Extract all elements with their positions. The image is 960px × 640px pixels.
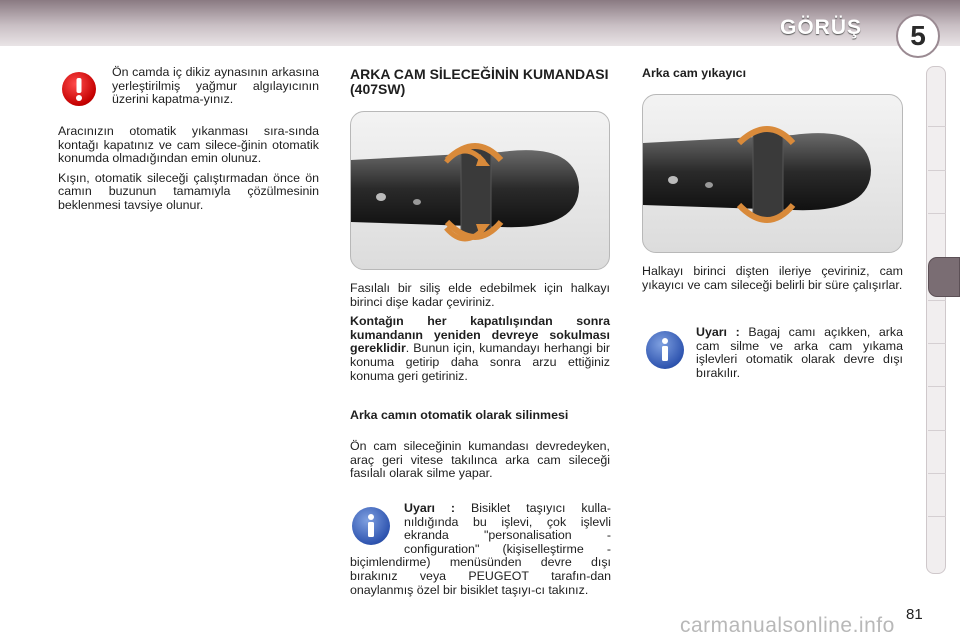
watermark: carmanualsonline.info [680,614,895,637]
chapter-tab-strip [926,66,946,574]
section-heading: ARKA CAM SİLECEĞİNİN KUMANDASI (407SW) [350,66,609,97]
car-wash-paragraph: Aracınızın otomatik yıkanması sıra-sında kontağı kapatınız ve cam silece-ğinin otomatik konumda olmadığından emin olunuz. [58,124,319,166]
tab-divider [928,213,946,214]
bike-carrier-note [350,502,611,597]
tab-divider [928,126,946,127]
tab-divider [928,516,946,517]
active-chapter-tab[interactable] [928,257,960,297]
tab-divider [928,430,946,431]
tab-divider [928,473,946,474]
intermittent-paragraph: Fasılalı bir siliş elde edebilmek için halkayı birinci dişe kadar çeviriniz. [350,281,610,309]
note-text: Bagaj camı açıkken, arka cam silme ve arka cam yıkama işlevleri otomatik olarak devre dışı bırakılır. [696,325,903,380]
washer-stalk-photo [642,94,903,253]
exclamation-icon [62,72,96,106]
rotation-arrow-icon [440,220,490,250]
winter-paragraph: Kışın, otomatik sileceği çalıştırmadan önce ön camın buzunun tamamıyla çözülmesinin beklenmesi tavsiye olunur. [58,170,319,212]
tab-divider [928,343,946,344]
rear-washer-subheading: Arka cam yıkayıcı [642,66,747,80]
tab-divider [928,300,946,301]
chapter-number-badge: 5 [896,14,940,58]
reactivation-bold: Kontağın her kapatılışından sonra kumandanın yeniden devreye sokulması gereklidir [350,314,610,356]
auto-wipe-paragraph: Ön cam sileceğinin kumandası devredeyken, araç geri vitese takılınca arka cam sileceği fasılalı olarak silme yapar. [350,439,610,481]
tailgate-note [696,326,903,380]
rain-sensor-warning: Ön camda iç dikiz aynasının arkasına yerleştirilmiş yağmur algılayıcının üzerini kapatma-yınız. [112,65,319,107]
note-label: Uyarı : [696,325,740,339]
washer-paragraph: Halkayı birinci dişten ileriye çeviriniz, cam yıkayıcı ve cam sileceği belirli bir süre çalışırlar. [642,264,903,292]
middle-text-block [350,282,610,389]
reactivation-paragraph [350,315,610,383]
note-icon-spacer [350,502,404,556]
page-title: GÖRÜŞ [780,16,863,39]
reactivation-rest: . Bunun için, kumandayı herhangi bir konuma getirip daha sonra arzu ettiğiniz konuma geri getiriniz. [350,341,610,383]
tab-divider [928,386,946,387]
tab-divider [928,170,946,171]
rotation-arrow-icon [440,140,490,170]
page-number: 81 [906,606,923,623]
note-label: Uyarı : [404,501,456,515]
info-icon [646,331,684,369]
auto-wipe-subheading: Arka camın otomatik olarak silinmesi [350,408,569,422]
left-text-block [58,125,319,219]
note-text: Bisiklet taşıyıcı kulla-nıldığında bu işlevi, çok işlevli ekranda "personalisation - configuration" (kişiselleştirme - biçimlendirme) menüsünden devre dışı bırakınız veya PEUGEOT tarafın-dan onaylanmış özel bir bisiklet taşıyı-cı takınız. [350,501,611,597]
